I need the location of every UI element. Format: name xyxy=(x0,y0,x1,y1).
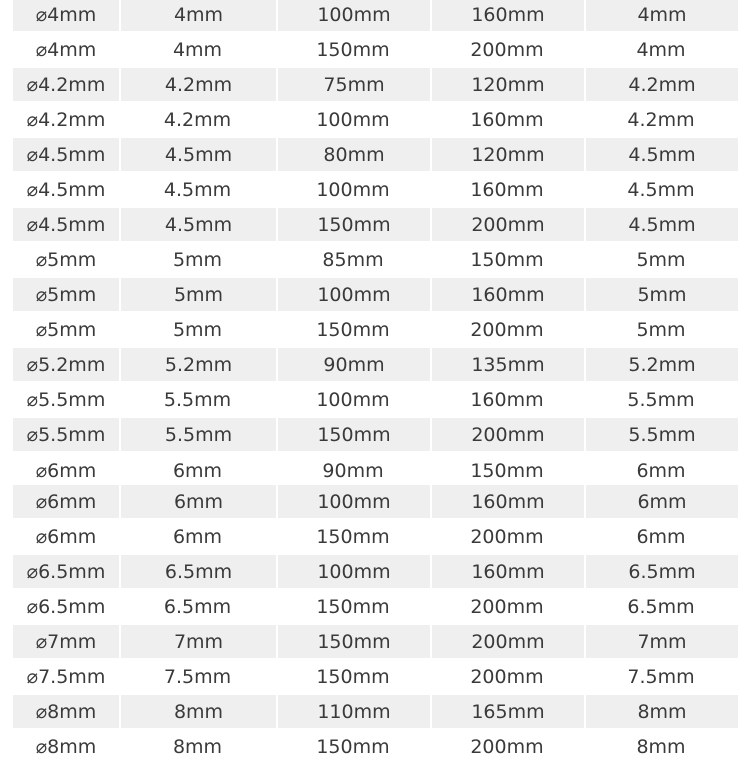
flute-length-cell: 150mm xyxy=(316,595,390,618)
table-row xyxy=(13,243,738,276)
flute-length-cell: 100mm xyxy=(276,0,430,31)
shank-cell: 4.5mm xyxy=(119,208,276,241)
size-cell: 5mm xyxy=(636,248,686,271)
flute-length-cell: 150mm xyxy=(276,418,430,451)
overall-length-cell: 165mm xyxy=(430,695,584,728)
diameter-cell: ⌀6mm xyxy=(35,525,97,548)
diameter-cell: ⌀6.5mm xyxy=(26,595,106,618)
shank-cell: 8mm xyxy=(172,735,223,758)
overall-length-cell: 200mm xyxy=(470,318,544,341)
table-row xyxy=(13,418,738,451)
size-cell: 8mm xyxy=(584,695,738,728)
size-cell: 6.5mm xyxy=(627,595,695,618)
table-row xyxy=(13,278,738,311)
overall-length-cell: 200mm xyxy=(430,208,584,241)
table-row xyxy=(13,590,738,623)
overall-length-cell: 200mm xyxy=(430,418,584,451)
table-row xyxy=(13,695,738,728)
table-row xyxy=(13,730,738,763)
size-cell: 4.2mm xyxy=(584,68,738,101)
size-cell: 7.5mm xyxy=(627,665,695,688)
diameter-cell: ⌀7.5mm xyxy=(26,665,106,688)
shank-cell: 6.5mm xyxy=(119,555,276,588)
size-cell: 7mm xyxy=(584,625,738,658)
table-row xyxy=(13,68,738,101)
flute-length-cell: 150mm xyxy=(276,208,430,241)
table-row xyxy=(13,660,738,693)
flute-length-cell: 150mm xyxy=(316,38,390,61)
table-row xyxy=(13,208,738,241)
diameter-cell: ⌀4.2mm xyxy=(26,108,106,131)
diameter-cell: ⌀5mm xyxy=(35,318,97,341)
size-cell: 6mm xyxy=(584,485,738,518)
flute-length-cell: 100mm xyxy=(276,555,430,588)
overall-length-cell: 160mm xyxy=(470,108,544,131)
table-row xyxy=(13,138,738,171)
shank-cell: 6mm xyxy=(119,485,276,518)
overall-length-cell: 200mm xyxy=(470,525,544,548)
size-cell: 6mm xyxy=(636,525,686,548)
shank-cell: 6mm xyxy=(172,459,223,482)
diameter-cell: ⌀4.5mm xyxy=(26,178,106,201)
table-row xyxy=(13,173,738,206)
overall-length-cell: 160mm xyxy=(430,485,584,518)
shank-cell: 8mm xyxy=(119,695,276,728)
shank-cell: 6.5mm xyxy=(163,595,232,618)
flute-length-cell: 90mm xyxy=(276,348,430,381)
size-cell: 5.2mm xyxy=(584,348,738,381)
shank-cell: 4mm xyxy=(119,0,276,31)
overall-length-cell: 135mm xyxy=(430,348,584,381)
diameter-cell: ⌀5mm xyxy=(35,248,97,271)
diameter-cell: ⌀6mm xyxy=(13,485,119,518)
flute-length-cell: 150mm xyxy=(316,735,390,758)
diameter-cell: ⌀6.5mm xyxy=(13,555,119,588)
size-cell: 6mm xyxy=(636,459,686,482)
overall-length-cell: 200mm xyxy=(470,595,544,618)
table-row xyxy=(13,555,738,588)
flute-length-cell: 150mm xyxy=(316,318,390,341)
diameter-cell: ⌀8mm xyxy=(35,735,97,758)
flute-length-cell: 100mm xyxy=(276,485,430,518)
shank-cell: 4.2mm xyxy=(119,68,276,101)
table-row xyxy=(13,103,738,136)
table-row xyxy=(13,454,738,487)
flute-length-cell: 75mm xyxy=(276,68,430,101)
diameter-cell: ⌀4mm xyxy=(13,0,119,31)
diameter-cell: ⌀4mm xyxy=(35,38,97,61)
diameter-cell: ⌀6mm xyxy=(35,459,97,482)
flute-length-cell: 90mm xyxy=(322,459,384,482)
shank-cell: 7mm xyxy=(119,625,276,658)
overall-length-cell: 200mm xyxy=(470,665,544,688)
overall-length-cell: 150mm xyxy=(470,248,544,271)
shank-cell: 5.5mm xyxy=(119,418,276,451)
table-row xyxy=(13,313,738,346)
shank-cell: 7.5mm xyxy=(163,665,232,688)
shank-cell: 4.2mm xyxy=(163,108,232,131)
table-row xyxy=(13,33,738,66)
size-cell: 4.2mm xyxy=(627,108,695,131)
shank-cell: 6mm xyxy=(172,525,223,548)
table-row xyxy=(13,625,738,658)
overall-length-cell: 200mm xyxy=(470,735,544,758)
table-row xyxy=(13,0,738,31)
size-cell: 4.5mm xyxy=(584,208,738,241)
size-cell: 6.5mm xyxy=(584,555,738,588)
diameter-cell: ⌀4.2mm xyxy=(13,68,119,101)
size-cell: 8mm xyxy=(636,735,686,758)
flute-length-cell: 80mm xyxy=(276,138,430,171)
overall-length-cell: 200mm xyxy=(430,625,584,658)
diameter-cell: ⌀5mm xyxy=(13,278,119,311)
flute-length-cell: 100mm xyxy=(276,278,430,311)
diameter-cell: ⌀4.5mm xyxy=(13,138,119,171)
size-cell: 5.5mm xyxy=(584,418,738,451)
flute-length-cell: 150mm xyxy=(276,625,430,658)
size-cell: 5.5mm xyxy=(627,388,695,411)
overall-length-cell: 160mm xyxy=(430,555,584,588)
table-row xyxy=(13,383,738,416)
diameter-cell: ⌀8mm xyxy=(13,695,119,728)
flute-length-cell: 110mm xyxy=(276,695,430,728)
diameter-cell: ⌀7mm xyxy=(13,625,119,658)
size-cell: 4.5mm xyxy=(627,178,695,201)
overall-length-cell: 200mm xyxy=(470,38,544,61)
diameter-cell: ⌀4.5mm xyxy=(13,208,119,241)
size-cell: 4.5mm xyxy=(584,138,738,171)
shank-cell: 5mm xyxy=(172,248,223,271)
shank-cell: 4mm xyxy=(172,38,223,61)
diameter-cell: ⌀5.5mm xyxy=(26,388,106,411)
shank-cell: 5mm xyxy=(172,318,223,341)
overall-length-cell: 160mm xyxy=(470,178,544,201)
flute-length-cell: 100mm xyxy=(316,108,390,131)
flute-length-cell: 85mm xyxy=(322,248,384,271)
size-cell: 4mm xyxy=(636,38,686,61)
shank-cell: 4.5mm xyxy=(163,178,232,201)
overall-length-cell: 160mm xyxy=(430,0,584,31)
shank-cell: 5.2mm xyxy=(119,348,276,381)
overall-length-cell: 120mm xyxy=(430,138,584,171)
flute-length-cell: 100mm xyxy=(316,178,390,201)
diameter-cell: ⌀5.2mm xyxy=(13,348,119,381)
overall-length-cell: 160mm xyxy=(470,388,544,411)
overall-length-cell: 150mm xyxy=(470,459,544,482)
table-row xyxy=(13,348,738,381)
flute-length-cell: 150mm xyxy=(316,525,390,548)
overall-length-cell: 120mm xyxy=(430,68,584,101)
shank-cell: 5.5mm xyxy=(163,388,232,411)
table-row xyxy=(13,520,738,553)
diameter-cell: ⌀5.5mm xyxy=(13,418,119,451)
size-cell: 5mm xyxy=(636,318,686,341)
flute-length-cell: 150mm xyxy=(316,665,390,688)
shank-cell: 5mm xyxy=(119,278,276,311)
flute-length-cell: 100mm xyxy=(316,388,390,411)
shank-cell: 4.5mm xyxy=(119,138,276,171)
size-cell: 4mm xyxy=(584,0,738,31)
size-cell: 5mm xyxy=(584,278,738,311)
table-row xyxy=(13,485,738,518)
overall-length-cell: 160mm xyxy=(430,278,584,311)
